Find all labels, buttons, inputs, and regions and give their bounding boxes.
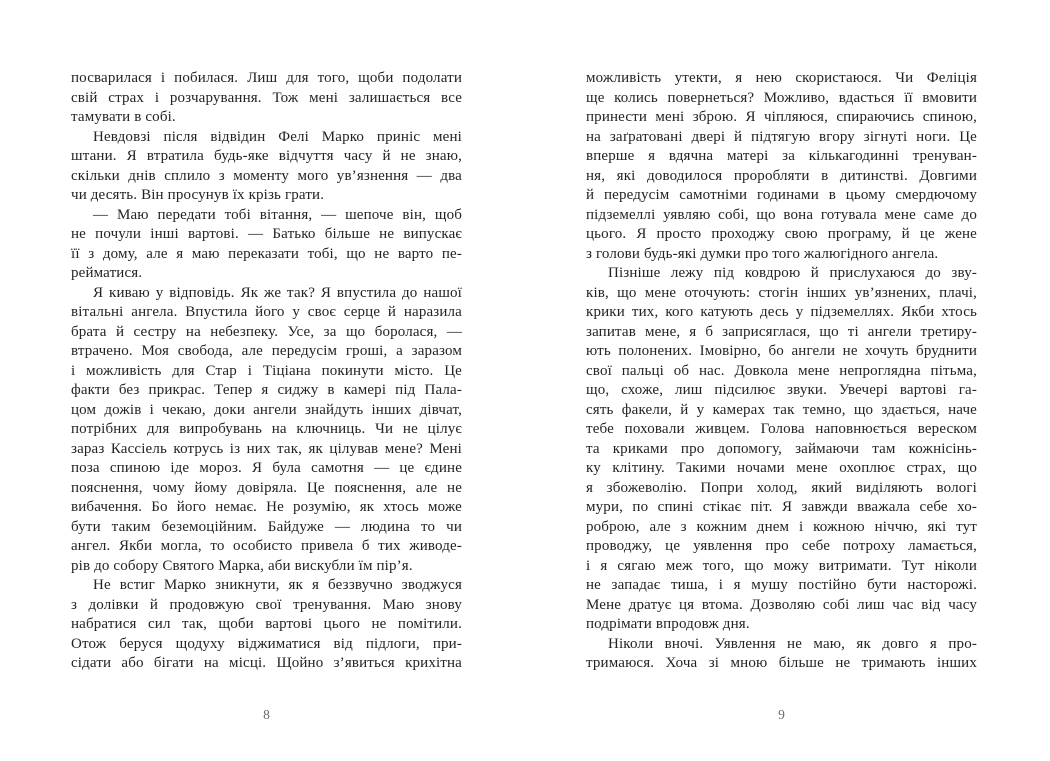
text-line: Отож беруся щодуху віджиматися від підлоги, при- bbox=[71, 635, 462, 652]
text-line: й передусім самотніми годинами в цьому смердючому bbox=[586, 187, 977, 203]
text-line: пояснення, чому йому довіряла. Це пояснення, але не bbox=[71, 479, 462, 496]
text-line: тебе поховали живцем. Голова наповнюється вереском bbox=[586, 421, 977, 437]
text-line: сять факели, й у камерах так темно, що здається, наче bbox=[586, 401, 977, 418]
text-line: проводжу, це уявлення про себе потроху ламається, bbox=[586, 538, 977, 554]
text-line: вибачення. Бо його немає. Не розумію, як хтось може bbox=[71, 499, 462, 515]
text-line: що, схоже, лиш підсилює звуки. Увечері вартові га- bbox=[586, 382, 977, 398]
text-line: та криками про допомогу, займаючи там кожнісінь- bbox=[586, 440, 977, 457]
text-line: брата й сестру на небезпеку. Усе, за що боролася, — bbox=[71, 323, 462, 340]
text-line: рів до собору Святого Марка, аби вискубли їм пір’я. bbox=[71, 557, 413, 574]
text-line: мури, по спині стікає піт. Я завжди вважала себе хо- bbox=[586, 499, 977, 515]
text-line: і можливість для Стар і Тіціана покинути місто. Це bbox=[71, 362, 462, 379]
page-left bbox=[71, 69, 462, 749]
text-line: свої пальці об нас. Довкола мене непроглядна пітьма, bbox=[586, 362, 977, 379]
text-line: з долівки й продовжую свої тренування. Маю знову bbox=[71, 596, 462, 613]
text-line: я збожеволію. Попри холод, який виділяють вологі bbox=[586, 479, 977, 496]
text-line: бути таким беземоційним. Байдуже — людина то чи bbox=[71, 518, 462, 535]
text-line: Пізніше лежу під ковдрою й прислухаюся до зву- bbox=[608, 265, 977, 281]
page-right-number: 9 bbox=[778, 707, 785, 722]
text-line: на заґратовані двері й підтягую вгору зігнуті ноги. Це bbox=[586, 128, 977, 145]
text-line: ють полонених. Імовірно, бо ангели не хочуть бруднити bbox=[586, 343, 977, 359]
text-line: запитав мене, я б заприсяглася, що ті ангели третиру- bbox=[586, 323, 977, 340]
text-line: її з дому, але я маю переказати тобі, що не варто пе- bbox=[71, 245, 462, 262]
text-line: ще колись повернеться? Можливо, вдасться її вмовити bbox=[586, 89, 977, 106]
text-line: цом дожів і чекаю, доки ангели знайдуть інших дівчат, bbox=[71, 401, 462, 418]
text-line: набратися сил так, щоби вартові цього не помітили. bbox=[71, 616, 462, 632]
text-line: ків, що мене оточують: стогін інших ув’язнених, плачі, bbox=[586, 284, 977, 301]
text-line: Не встиг Марко зникнути, як я беззвучно зводжуся bbox=[93, 577, 462, 593]
text-line: крики тих, кого катують десь у підземеллях. Якби хтось bbox=[586, 304, 977, 320]
text-line: і я сягаю меж того, що можу витримати. Тут ніколи bbox=[586, 557, 977, 574]
page-left-number: 8 bbox=[263, 707, 270, 722]
text-line: не западає тиша, і я мушу постійно бути насторожі. bbox=[586, 577, 977, 593]
text-line: принести мені зброю. Я чіпляюся, спираючись спиною, bbox=[586, 109, 977, 125]
text-line: тримаюся. Хоча зі мною більше не тримають інших bbox=[586, 655, 977, 671]
text-line: сідати або бігати на місці. Щойно з’явиться крихітна bbox=[71, 655, 462, 671]
text-line: посварилася і побилася. Лиш для того, щоби подолати bbox=[71, 70, 462, 86]
text-line: Мене дратує ця втома. Дозволяю собі лиш час від часу bbox=[586, 596, 977, 613]
page-left-text bbox=[71, 69, 462, 674]
text-line: скільки днів сплило з моменту мого ув’язнення — два bbox=[71, 167, 462, 184]
text-line: Невдовзі після відвідин Фелі Марко приніс мені bbox=[93, 128, 462, 145]
text-line: рейматися. bbox=[71, 265, 143, 281]
text-line: підземеллі уявляю собі, що вона готувала мене саме до bbox=[586, 206, 977, 223]
text-line: цього. Я просто проходжу свою програму, й це жене bbox=[586, 226, 977, 242]
text-line: вперше я вдячна матері за кількагодинні тренуван- bbox=[586, 148, 977, 164]
text-line: ангел. Якби могла, то особисто привела б тих живоде- bbox=[71, 538, 462, 554]
text-line: Я киваю у відповідь. Як же так? Я впустила до нашої bbox=[93, 284, 462, 301]
text-line: факти без прикрас. Тепер я сиджу в камері під Пала- bbox=[71, 382, 462, 398]
text-line: подрімати впродовж дня. bbox=[586, 616, 750, 632]
text-line: зараз Кассіель котрусь із них так, як цілував мене? Мені bbox=[71, 440, 462, 457]
text-line: — Маю передати тобі вітання, — шепоче він, щоб bbox=[93, 206, 462, 223]
text-line: потрібних для випробувань на ключниць. Чи не цілує bbox=[71, 421, 462, 437]
text-line: поза спиною іде мороз. Я була самотня — це єдине bbox=[71, 460, 462, 476]
text-line: ку клітину. Такими ночами мене охоплює страх, що bbox=[586, 460, 977, 476]
text-line: штани. Я втратила будь-яке відчуття часу й не знаю, bbox=[71, 148, 462, 164]
text-line: можливість утекти, я нею скористаюся. Чи Феліція bbox=[586, 70, 977, 86]
page-right bbox=[586, 69, 977, 749]
page-right-text bbox=[586, 69, 977, 674]
text-line: втрачено. Моя свобода, але передусім гроші, а заразом bbox=[71, 343, 462, 359]
text-line: з голови будь-які думки про того жалюгідного ангела. bbox=[586, 245, 939, 262]
text-line: свій страх і розчарування. Тож мені залишається все bbox=[71, 89, 462, 106]
text-line: тамувати в собі. bbox=[71, 109, 176, 125]
text-line: чи десять. Він просунув їх крізь грати. bbox=[71, 187, 325, 203]
text-line: роброю, але з кожним днем і кожною ніччю, які тут bbox=[586, 518, 977, 535]
text-line: не почули інші вартові. — Батько більше не випускає bbox=[71, 226, 462, 242]
text-line: вітальні ангела. Впустила його у своє серце й наразила bbox=[71, 304, 462, 320]
text-line: Ніколи вночі. Уявлення не маю, як довго я про- bbox=[608, 635, 977, 652]
text-line: ня, які доводилося проробляти в дитинстві. Довгими bbox=[586, 167, 977, 184]
